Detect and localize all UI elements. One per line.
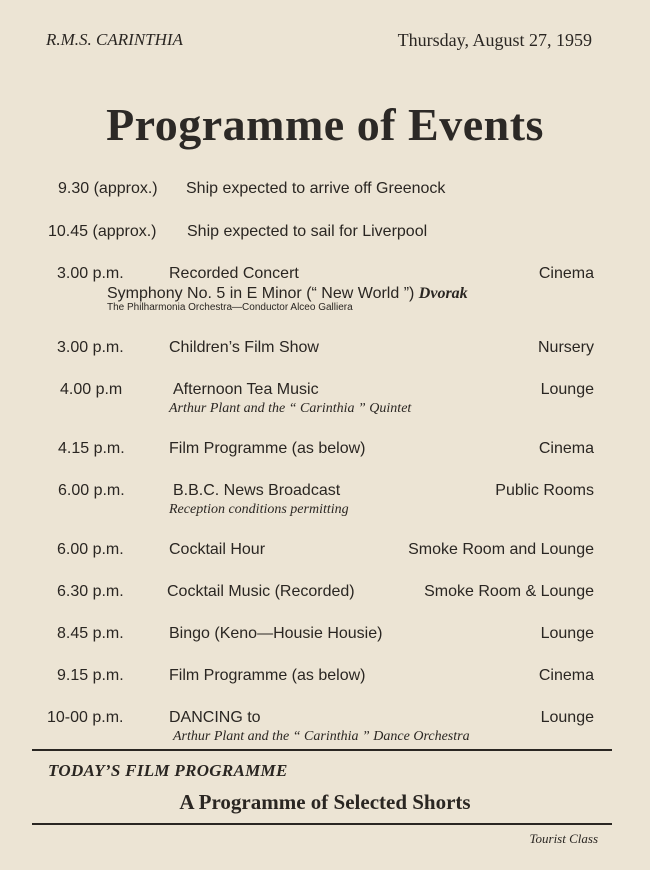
concert-work-title: Symphony No. 5 in E Minor (“ New World ”) <box>107 285 415 302</box>
event-title: Ship expected to sail for Liverpool <box>187 223 428 240</box>
event-title: Ship expected to arrive off Greenock <box>186 180 446 197</box>
concert-composer: Dvorak <box>418 285 468 302</box>
event-time: 10.45 (approx.) <box>48 223 157 240</box>
event-location: Lounge <box>540 381 594 398</box>
ship-name: R.M.S. CARINTHIA <box>46 30 183 49</box>
event-title: B.B.C. News Broadcast <box>173 482 341 499</box>
event-time: 6.00 p.m. <box>57 541 124 558</box>
event-time: 3.00 p.m. <box>57 339 124 356</box>
event-time: 4.00 p.m <box>60 381 123 398</box>
event-location: Public Rooms <box>495 482 594 499</box>
event-time: 10-00 p.m. <box>47 709 124 726</box>
film-programme-title: A Programme of Selected Shorts <box>179 790 471 814</box>
event-location: Cinema <box>538 440 594 457</box>
event-location: Smoke Room & Lounge <box>424 583 594 600</box>
event-location: Smoke Room and Lounge <box>408 541 594 558</box>
event-title: Children’s Film Show <box>169 339 319 356</box>
programme-date: Thursday, August 27, 1959 <box>397 30 592 50</box>
event-time: 6.00 p.m. <box>58 482 125 499</box>
event-location: Nursery <box>537 339 594 356</box>
event-location: Cinema <box>538 265 594 282</box>
event-time: 9.15 p.m. <box>57 667 124 684</box>
event-title: Recorded Concert <box>169 265 299 282</box>
film-programme-heading: TODAY’S FILM PROGRAMME <box>48 761 288 780</box>
divider-top <box>32 749 612 751</box>
event-detail: Arthur Plant and the “ Carinthia ” Quintet <box>169 401 412 416</box>
event-title: Cocktail Hour <box>169 541 266 558</box>
event-title: Bingo (Keno—Housie Housie) <box>169 625 383 642</box>
event-time: 6.30 p.m. <box>57 583 124 600</box>
event-time: 9.30 (approx.) <box>58 180 158 197</box>
event-title: Film Programme (as below) <box>169 440 366 457</box>
concert-work <box>107 285 468 303</box>
event-detail: Reception conditions permitting <box>169 502 349 517</box>
divider-bottom <box>32 823 612 825</box>
event-time: 4.15 p.m. <box>58 440 125 457</box>
concert-orchestra: The Philharmonia Orchestra—Conductor Alceo Galliera <box>107 302 353 313</box>
event-location: Cinema <box>538 667 594 684</box>
event-location: Lounge <box>540 709 594 726</box>
event-title: DANCING to <box>169 709 261 726</box>
page-title: Programme of Events <box>106 99 544 150</box>
event-title: Afternoon Tea Music <box>173 381 319 398</box>
event-detail: Arthur Plant and the “ Carinthia ” Dance Orchestra <box>173 729 470 744</box>
event-time: 8.45 p.m. <box>57 625 124 642</box>
event-location: Lounge <box>540 625 594 642</box>
event-time: 3.00 p.m. <box>57 265 124 282</box>
event-title: Cocktail Music (Recorded) <box>167 583 355 600</box>
event-title: Film Programme (as below) <box>169 667 366 684</box>
tourist-class-label: Tourist Class <box>529 831 598 846</box>
